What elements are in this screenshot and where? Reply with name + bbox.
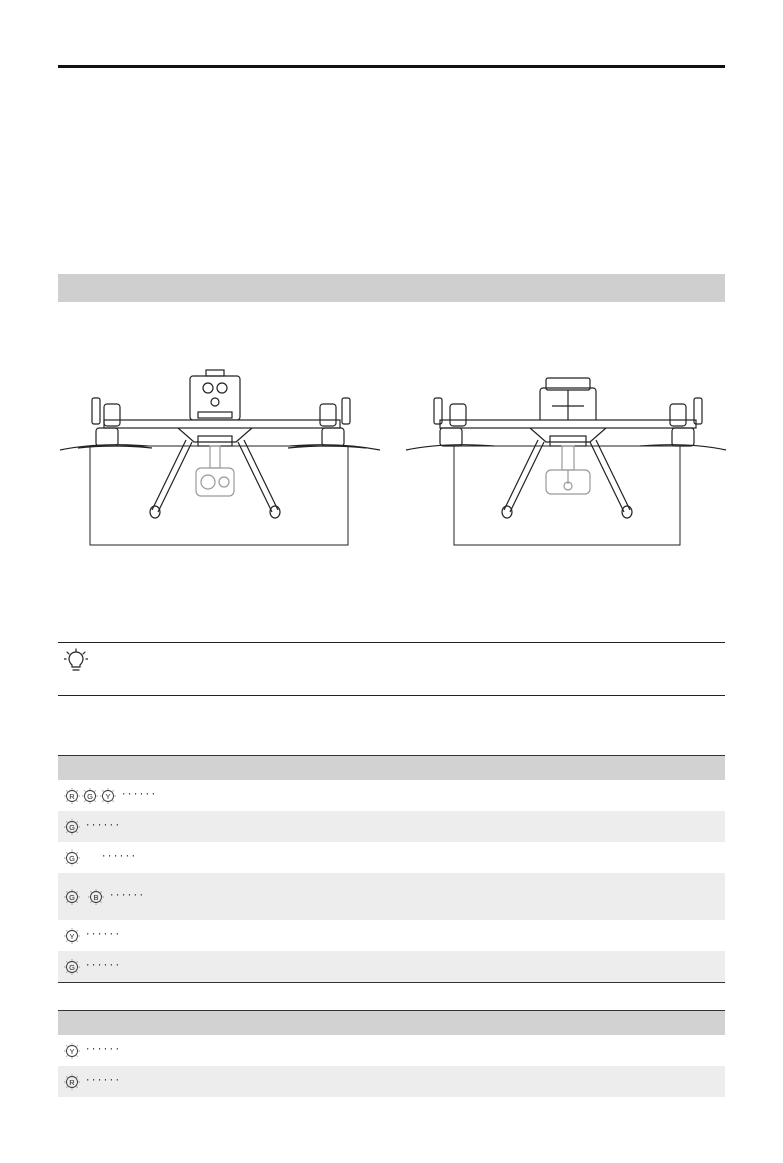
- led-status-table-normal: [58, 755, 725, 983]
- table-row: [58, 873, 725, 920]
- blink-pattern: ······: [85, 961, 121, 971]
- blink-pattern: ······: [85, 1045, 121, 1055]
- led-y-icon: [64, 1043, 80, 1059]
- aircraft-front-view-thermal-camera: [400, 362, 730, 548]
- led-g-icon: [64, 889, 80, 905]
- table-row: [58, 1035, 725, 1066]
- svg-text:Y: Y: [69, 1046, 75, 1056]
- aircraft-front-view-zoom-camera: [58, 362, 388, 548]
- led-g-icon: [64, 850, 80, 866]
- svg-text:B: B: [93, 892, 99, 902]
- led-status-table-warning: [58, 1010, 725, 1097]
- svg-text:G: G: [87, 791, 93, 801]
- led-g-icon: [64, 959, 80, 975]
- svg-text:G: G: [69, 822, 75, 832]
- svg-text:Y: Y: [105, 791, 111, 801]
- table-row: [58, 920, 725, 951]
- table-bottom-rule: [58, 982, 725, 983]
- blink-pattern: ······: [85, 1076, 121, 1086]
- blink-pattern: ······: [101, 852, 137, 862]
- section-header-bar: [58, 274, 725, 302]
- svg-text:R: R: [69, 1077, 75, 1087]
- svg-text:G: G: [69, 892, 75, 902]
- lightbulb-icon: [64, 648, 88, 674]
- top-rule: [58, 65, 725, 68]
- led-y-icon: [100, 788, 116, 804]
- svg-text:G: G: [69, 962, 75, 972]
- blink-pattern: ······: [109, 891, 145, 901]
- led-r-icon: [64, 1074, 80, 1090]
- led-g-icon: [64, 819, 80, 835]
- svg-text:R: R: [69, 791, 75, 801]
- table-header: [58, 755, 725, 780]
- table-header: [58, 1010, 725, 1035]
- table-row: [58, 780, 725, 811]
- led-g-icon: [82, 788, 98, 804]
- table-row: [58, 842, 725, 873]
- table-row: [58, 951, 725, 982]
- led-y-icon: [64, 928, 80, 944]
- tip-top-rule: [58, 642, 725, 643]
- blink-pattern: ······: [85, 821, 121, 831]
- svg-text:G: G: [69, 853, 75, 863]
- table-row: [58, 1066, 725, 1097]
- blink-pattern: ······: [85, 930, 121, 940]
- svg-text:Y: Y: [69, 931, 75, 941]
- blink-pattern: ······: [121, 790, 157, 800]
- tip-bottom-rule: [58, 695, 725, 696]
- led-b-icon: [88, 889, 104, 905]
- led-r-icon: [64, 788, 80, 804]
- table-row: [58, 811, 725, 842]
